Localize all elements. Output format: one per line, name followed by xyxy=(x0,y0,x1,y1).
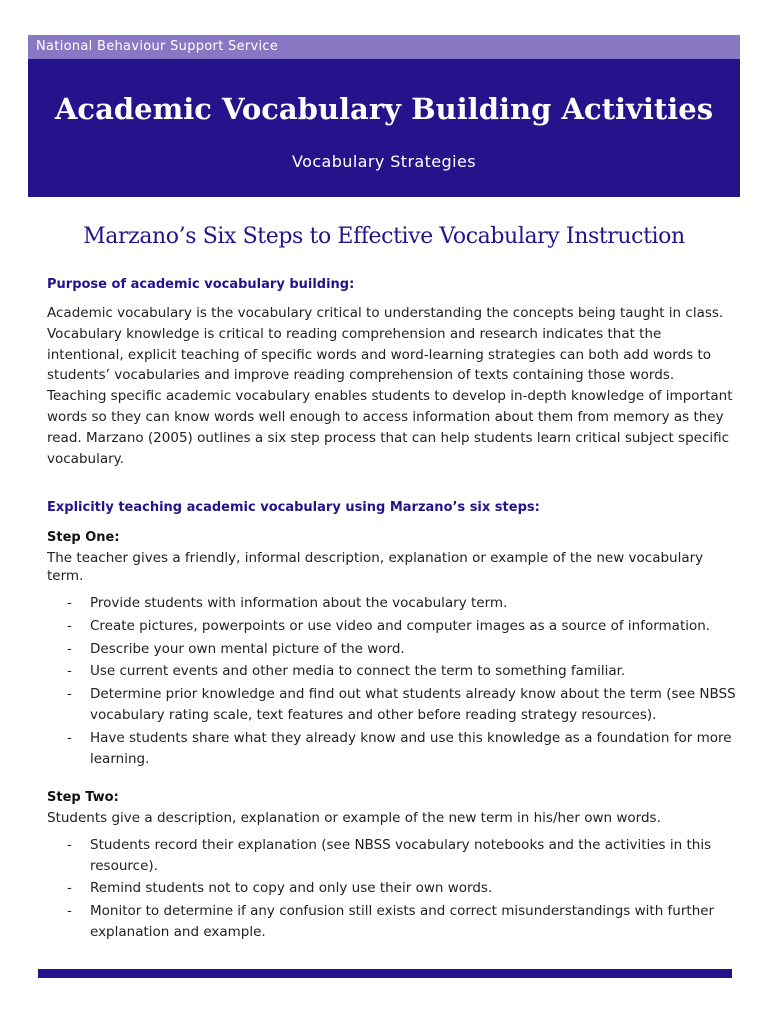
list-item: - Remind students not to copy and only use their own words. xyxy=(67,880,493,897)
organization-bar xyxy=(28,35,740,59)
step-one-section xyxy=(47,529,737,770)
page-subtitle: Vocabulary Strategies xyxy=(292,152,476,171)
list-item: - Provide students with information about the vocabulary term. xyxy=(67,595,508,612)
list-item: - Have students share what they already know and use this knowledge as a foundation for more learning. xyxy=(67,730,732,768)
list-item-text: Have students share what they already know and use this knowledge as a foundation for more learning. xyxy=(90,730,732,768)
list-item-text: Use current events and other media to connect the term to something familiar. xyxy=(90,663,626,680)
list-item-text: Monitor to determine if any confusion still exists and correct misunderstandings with further explanation and example. xyxy=(90,903,715,941)
list-item: - Create pictures, powerpoints or use video and computer images as a source of information. xyxy=(67,618,711,635)
list-item-text: Determine prior knowledge and find out what students already know about the term (see NBSS vocabulary rating scale, text features and other before reading strategy resources). xyxy=(90,686,736,724)
purpose-paragraph: Academic vocabulary is the vocabulary critical to understanding the concepts being taught in class. Vocabulary knowledge is critical to reading comprehension and research indicates that the intentional, explicit teaching of specific words and word-learning strategies can both add words to students’ vocabularies and improve reading comprehension of texts containing those words. Teaching specific academic vocabulary enables students to develop in-depth knowledge of important words so they can know words well enough to access information about them from memory as they read. Marzano (2005) outlines a six step process that can help students learn critical subject specific vocabulary. xyxy=(47,305,733,467)
footer-divider xyxy=(38,969,732,978)
step-two-title: Step Two: xyxy=(47,789,119,805)
list-item: - Describe your own mental picture of the word. xyxy=(67,640,405,657)
list-item: - Monitor to determine if any confusion still exists and correct misunderstandings with further explanation and example. xyxy=(67,903,715,941)
step-two-list xyxy=(47,835,737,944)
page-title: Academic Vocabulary Building Activities xyxy=(54,92,714,126)
step-one-list xyxy=(47,593,737,770)
list-item: - Students record their explanation (see NBSS vocabulary notebooks and the activities in this resource). xyxy=(67,836,712,874)
title-banner xyxy=(28,59,740,197)
explicit-teaching-heading: Explicitly teaching academic vocabulary using Marzano’s six steps: xyxy=(47,500,540,516)
list-item-text: Create pictures, powerpoints or use video and computer images as a source of information. xyxy=(90,618,711,635)
list-item-text: Provide students with information about the vocabulary term. xyxy=(90,595,508,612)
list-item: - Use current events and other media to connect the term to something familiar. xyxy=(67,663,626,680)
document-heading: Marzano’s Six Steps to Effective Vocabulary Instruction xyxy=(83,224,685,249)
organization-name: National Behaviour Support Service xyxy=(36,39,279,54)
step-two-section xyxy=(47,789,737,944)
step-one-description: The teacher gives a friendly, informal description, explanation or example of the new vocabulary term. xyxy=(47,550,704,585)
step-one-title: Step One: xyxy=(47,530,120,546)
step-two-description: Students give a description, explanation or example of the new term in his/her own words. xyxy=(47,809,661,826)
purpose-heading: Purpose of academic vocabulary building: xyxy=(47,277,355,292)
list-item-text: Students record their explanation (see NBSS vocabulary notebooks and the activities in this resource). xyxy=(90,836,712,874)
document-body xyxy=(47,276,737,945)
list-item: - Determine prior knowledge and find out what students already know about the term (see NBSS vocabulary rating scale, text features and other before reading strategy resources). xyxy=(67,686,736,724)
list-item-text: Describe your own mental picture of the word. xyxy=(90,640,405,657)
list-item-text: Remind students not to copy and only use their own words. xyxy=(90,880,493,897)
